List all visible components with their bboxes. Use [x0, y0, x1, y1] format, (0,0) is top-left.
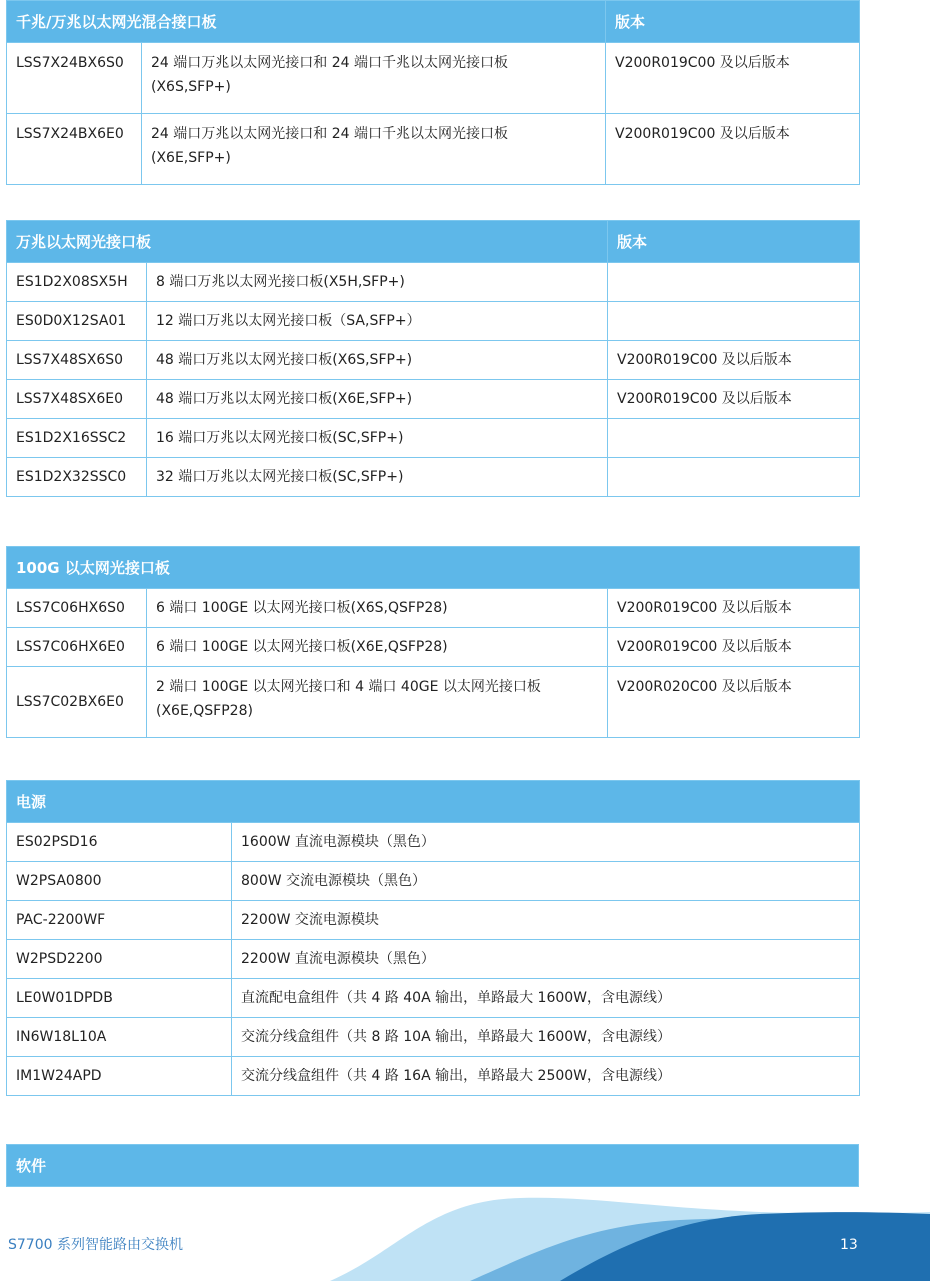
page-number: 13: [840, 1237, 858, 1253]
table-row: [7, 667, 860, 738]
table-row: [7, 862, 860, 901]
model-cell: W2PSA0800: [7, 862, 232, 901]
model-cell: ES1D2X08SX5H: [7, 263, 147, 302]
description-cell: 直流配电盒组件（共 4 路 40A 输出，单路最大 1600W，含电源线）: [232, 979, 860, 1018]
description-cell: 2200W 直流电源模块（黑色）: [232, 940, 860, 979]
table-header-row: [7, 1145, 859, 1187]
table-row: [7, 341, 860, 380]
hybrid-board-table: [6, 0, 860, 185]
version-cell: [608, 458, 860, 497]
table-header-row: [7, 221, 860, 263]
table-row: [7, 263, 860, 302]
section-title: 万兆以太网光接口板: [7, 221, 608, 263]
table-header-row: [7, 1, 860, 43]
table-row: [7, 43, 860, 114]
description-cell: 16 端口万兆以太网光接口板(SC,SFP+): [147, 419, 608, 458]
footer-product-title: S7700 系列智能路由交换机: [8, 1237, 183, 1253]
table-row: [7, 1018, 860, 1057]
description-cell: 1600W 直流电源模块（黑色）: [232, 823, 860, 862]
table-row: [7, 589, 860, 628]
description-cell: 6 端口 100GE 以太网光接口板(X6E,QSFP28): [147, 628, 608, 667]
model-cell: ES0D0X12SA01: [7, 302, 147, 341]
model-cell: ES1D2X32SSC0: [7, 458, 147, 497]
table-row: [7, 302, 860, 341]
description-cell: 6 端口 100GE 以太网光接口板(X6S,QSFP28): [147, 589, 608, 628]
model-cell: W2PSD2200: [7, 940, 232, 979]
version-cell: V200R019C00 及以后版本: [606, 114, 860, 185]
section-title: 100G 以太网光接口板: [7, 547, 860, 589]
table-row: [7, 458, 860, 497]
10ge-board-table: [6, 220, 860, 497]
model-cell: LSS7C02BX6E0: [7, 667, 147, 738]
table-header-row: [7, 781, 860, 823]
description-line: 24 端口万兆以太网光接口和 24 端口千兆以太网光接口板: [151, 126, 508, 142]
model-cell: PAC-2200WF: [7, 901, 232, 940]
section-title: 电源: [7, 781, 860, 823]
model-cell: LSS7C06HX6E0: [7, 628, 147, 667]
table-row: [7, 114, 860, 185]
section-title: 千兆/万兆以太网光混合接口板: [7, 1, 606, 43]
description-cell: 8 端口万兆以太网光接口板(X5H,SFP+): [147, 263, 608, 302]
description-cell: 48 端口万兆以太网光接口板(X6S,SFP+): [147, 341, 608, 380]
description-cell: 12 端口万兆以太网光接口板（SA,SFP+）: [147, 302, 608, 341]
version-cell: [608, 263, 860, 302]
table-row: [7, 823, 860, 862]
model-cell: LSS7X48SX6S0: [7, 341, 147, 380]
description-line: (X6E,SFP+): [151, 150, 231, 166]
version-cell: [608, 302, 860, 341]
version-cell: V200R019C00 及以后版本: [608, 341, 860, 380]
table-row: [7, 940, 860, 979]
description-line: (X6E,QSFP28): [156, 703, 253, 719]
model-cell: LSS7X24BX6S0: [7, 43, 142, 114]
version-cell: V200R020C00 及以后版本: [608, 667, 860, 738]
100ge-board-table: [6, 546, 860, 738]
model-cell: LSS7X48SX6E0: [7, 380, 147, 419]
model-cell: LSS7C06HX6S0: [7, 589, 147, 628]
description-cell: 32 端口万兆以太网光接口板(SC,SFP+): [147, 458, 608, 497]
table-row: [7, 1057, 860, 1096]
table-header-row: [7, 547, 860, 589]
table-row: [7, 628, 860, 667]
version-cell: V200R019C00 及以后版本: [608, 589, 860, 628]
description-cell: [142, 43, 606, 114]
description-cell: [147, 667, 608, 738]
model-cell: IM1W24APD: [7, 1057, 232, 1096]
version-column-header: 版本: [608, 221, 860, 263]
description-cell: 交流分线盒组件（共 4 路 16A 输出，单路最大 2500W，含电源线）: [232, 1057, 860, 1096]
power-table: [6, 780, 860, 1096]
table-row: [7, 380, 860, 419]
model-cell: LSS7X24BX6E0: [7, 114, 142, 185]
table-row: [7, 901, 860, 940]
version-cell: V200R019C00 及以后版本: [608, 628, 860, 667]
version-column-header: 版本: [606, 1, 860, 43]
model-cell: ES1D2X16SSC2: [7, 419, 147, 458]
description-line: 24 端口万兆以太网光接口和 24 端口千兆以太网光接口板: [151, 55, 508, 71]
model-cell: IN6W18L10A: [7, 1018, 232, 1057]
description-cell: 800W 交流电源模块（黑色）: [232, 862, 860, 901]
description-cell: 48 端口万兆以太网光接口板(X6E,SFP+): [147, 380, 608, 419]
software-table: [6, 1144, 859, 1187]
description-cell: 交流分线盒组件（共 8 路 10A 输出，单路最大 1600W，含电源线）: [232, 1018, 860, 1057]
description-line: 2 端口 100GE 以太网光接口和 4 端口 40GE 以太网光接口板: [156, 679, 541, 695]
version-cell: [608, 419, 860, 458]
model-cell: ES02PSD16: [7, 823, 232, 862]
description-line: (X6S,SFP+): [151, 79, 231, 95]
table-row: [7, 419, 860, 458]
version-cell: V200R019C00 及以后版本: [608, 380, 860, 419]
table-row: [7, 979, 860, 1018]
description-cell: 2200W 交流电源模块: [232, 901, 860, 940]
description-cell: [142, 114, 606, 185]
version-cell: V200R019C00 及以后版本: [606, 43, 860, 114]
model-cell: LE0W01DPDB: [7, 979, 232, 1018]
section-title: 软件: [7, 1145, 859, 1187]
